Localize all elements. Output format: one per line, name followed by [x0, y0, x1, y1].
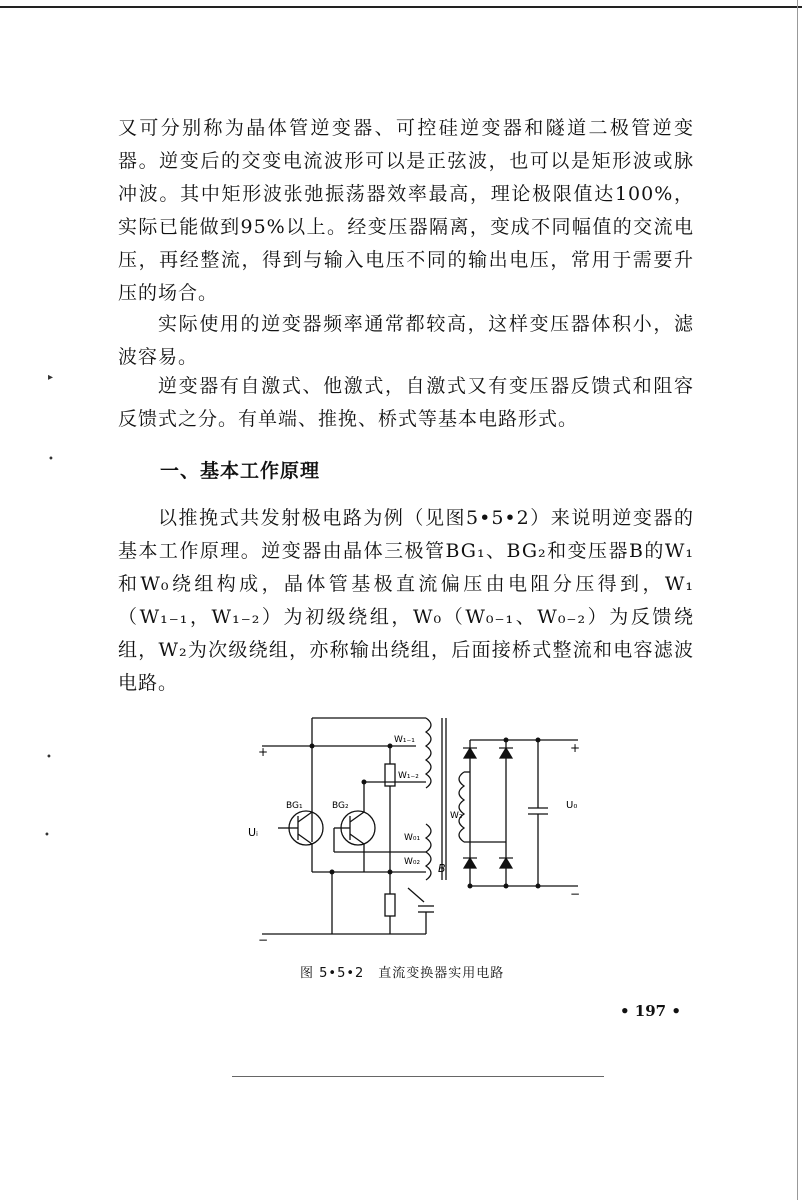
label-ui: Uᵢ — [248, 826, 259, 839]
paragraph-1: 又可分别称为晶体管逆变器、可控硅逆变器和隧道二极管逆变器。逆变后的交变电流波形可以是正弦波，也可以是矩形波或脉冲波。其中矩形波张弛振荡器效率最高，理论极限值达100%，实际已能做到95%以上。经变压器隔离，变成不同幅值的交流电压，再经整流，得到与输入电压不同的输出电压，常用于需要升压的场合。 — [118, 117, 694, 304]
label-minus-in: − — [258, 933, 269, 947]
margin-dot: • — [48, 454, 54, 465]
label-w12: W₁₋₂ — [398, 771, 419, 781]
top-border-line — [0, 6, 802, 8]
margin-dot: • — [46, 752, 52, 763]
label-w11: W₁₋₁ — [394, 735, 415, 745]
label-w2: W₂ — [450, 811, 463, 821]
label-bg2: BG₂ — [332, 801, 349, 811]
label-minus-out: − — [570, 887, 581, 901]
margin-dot: • — [44, 830, 50, 841]
label-w01: W₀₁ — [404, 833, 421, 843]
label-bg1: BG₁ — [286, 801, 303, 811]
paragraph-3: 逆变器有自激式、他激式，自激式又有变压器反馈式和阻容反馈式之分。有单端、推挽、桥式等基本电路形式。 — [118, 375, 694, 430]
figure-caption: 图 5•5•2 直流变换器实用电路 — [300, 966, 505, 981]
label-uo: U₀ — [566, 800, 578, 811]
section-paragraph: 以推挽式共发射极电路为例（见图5•5•2）来说明逆变器的基本工作原理。逆变器由晶体三极管BG₁、BG₂和变压器B的W₁和W₀绕组构成，晶体管基极直流偏压由电阻分压得到，W₁（W₁₋₁，W₁₋₂）为初级绕组，W₀（W₀₋₁、W₀₋₂）为反馈绕组，W₂为次级绕组，亦称输出绕组，后面接桥式整流和电容滤波电路。 — [118, 507, 694, 694]
label-b: B — [438, 862, 446, 875]
paragraph-2: 实际使用的逆变器频率通常都较高，这样变压器体积小，滤波容易。 — [118, 313, 694, 368]
label-w02: W₀₂ — [404, 857, 421, 867]
margin-dot: ▸ — [48, 372, 54, 383]
label-plus-in: + — [258, 745, 269, 759]
page-number: • 197 • — [620, 1002, 681, 1020]
label-plus-out: + — [570, 741, 581, 755]
right-border-line — [797, 0, 798, 1200]
bottom-scan-line — [232, 1076, 604, 1077]
circuit-diagram — [248, 712, 588, 952]
section-heading: 一、基本工作原理 — [160, 460, 321, 482]
